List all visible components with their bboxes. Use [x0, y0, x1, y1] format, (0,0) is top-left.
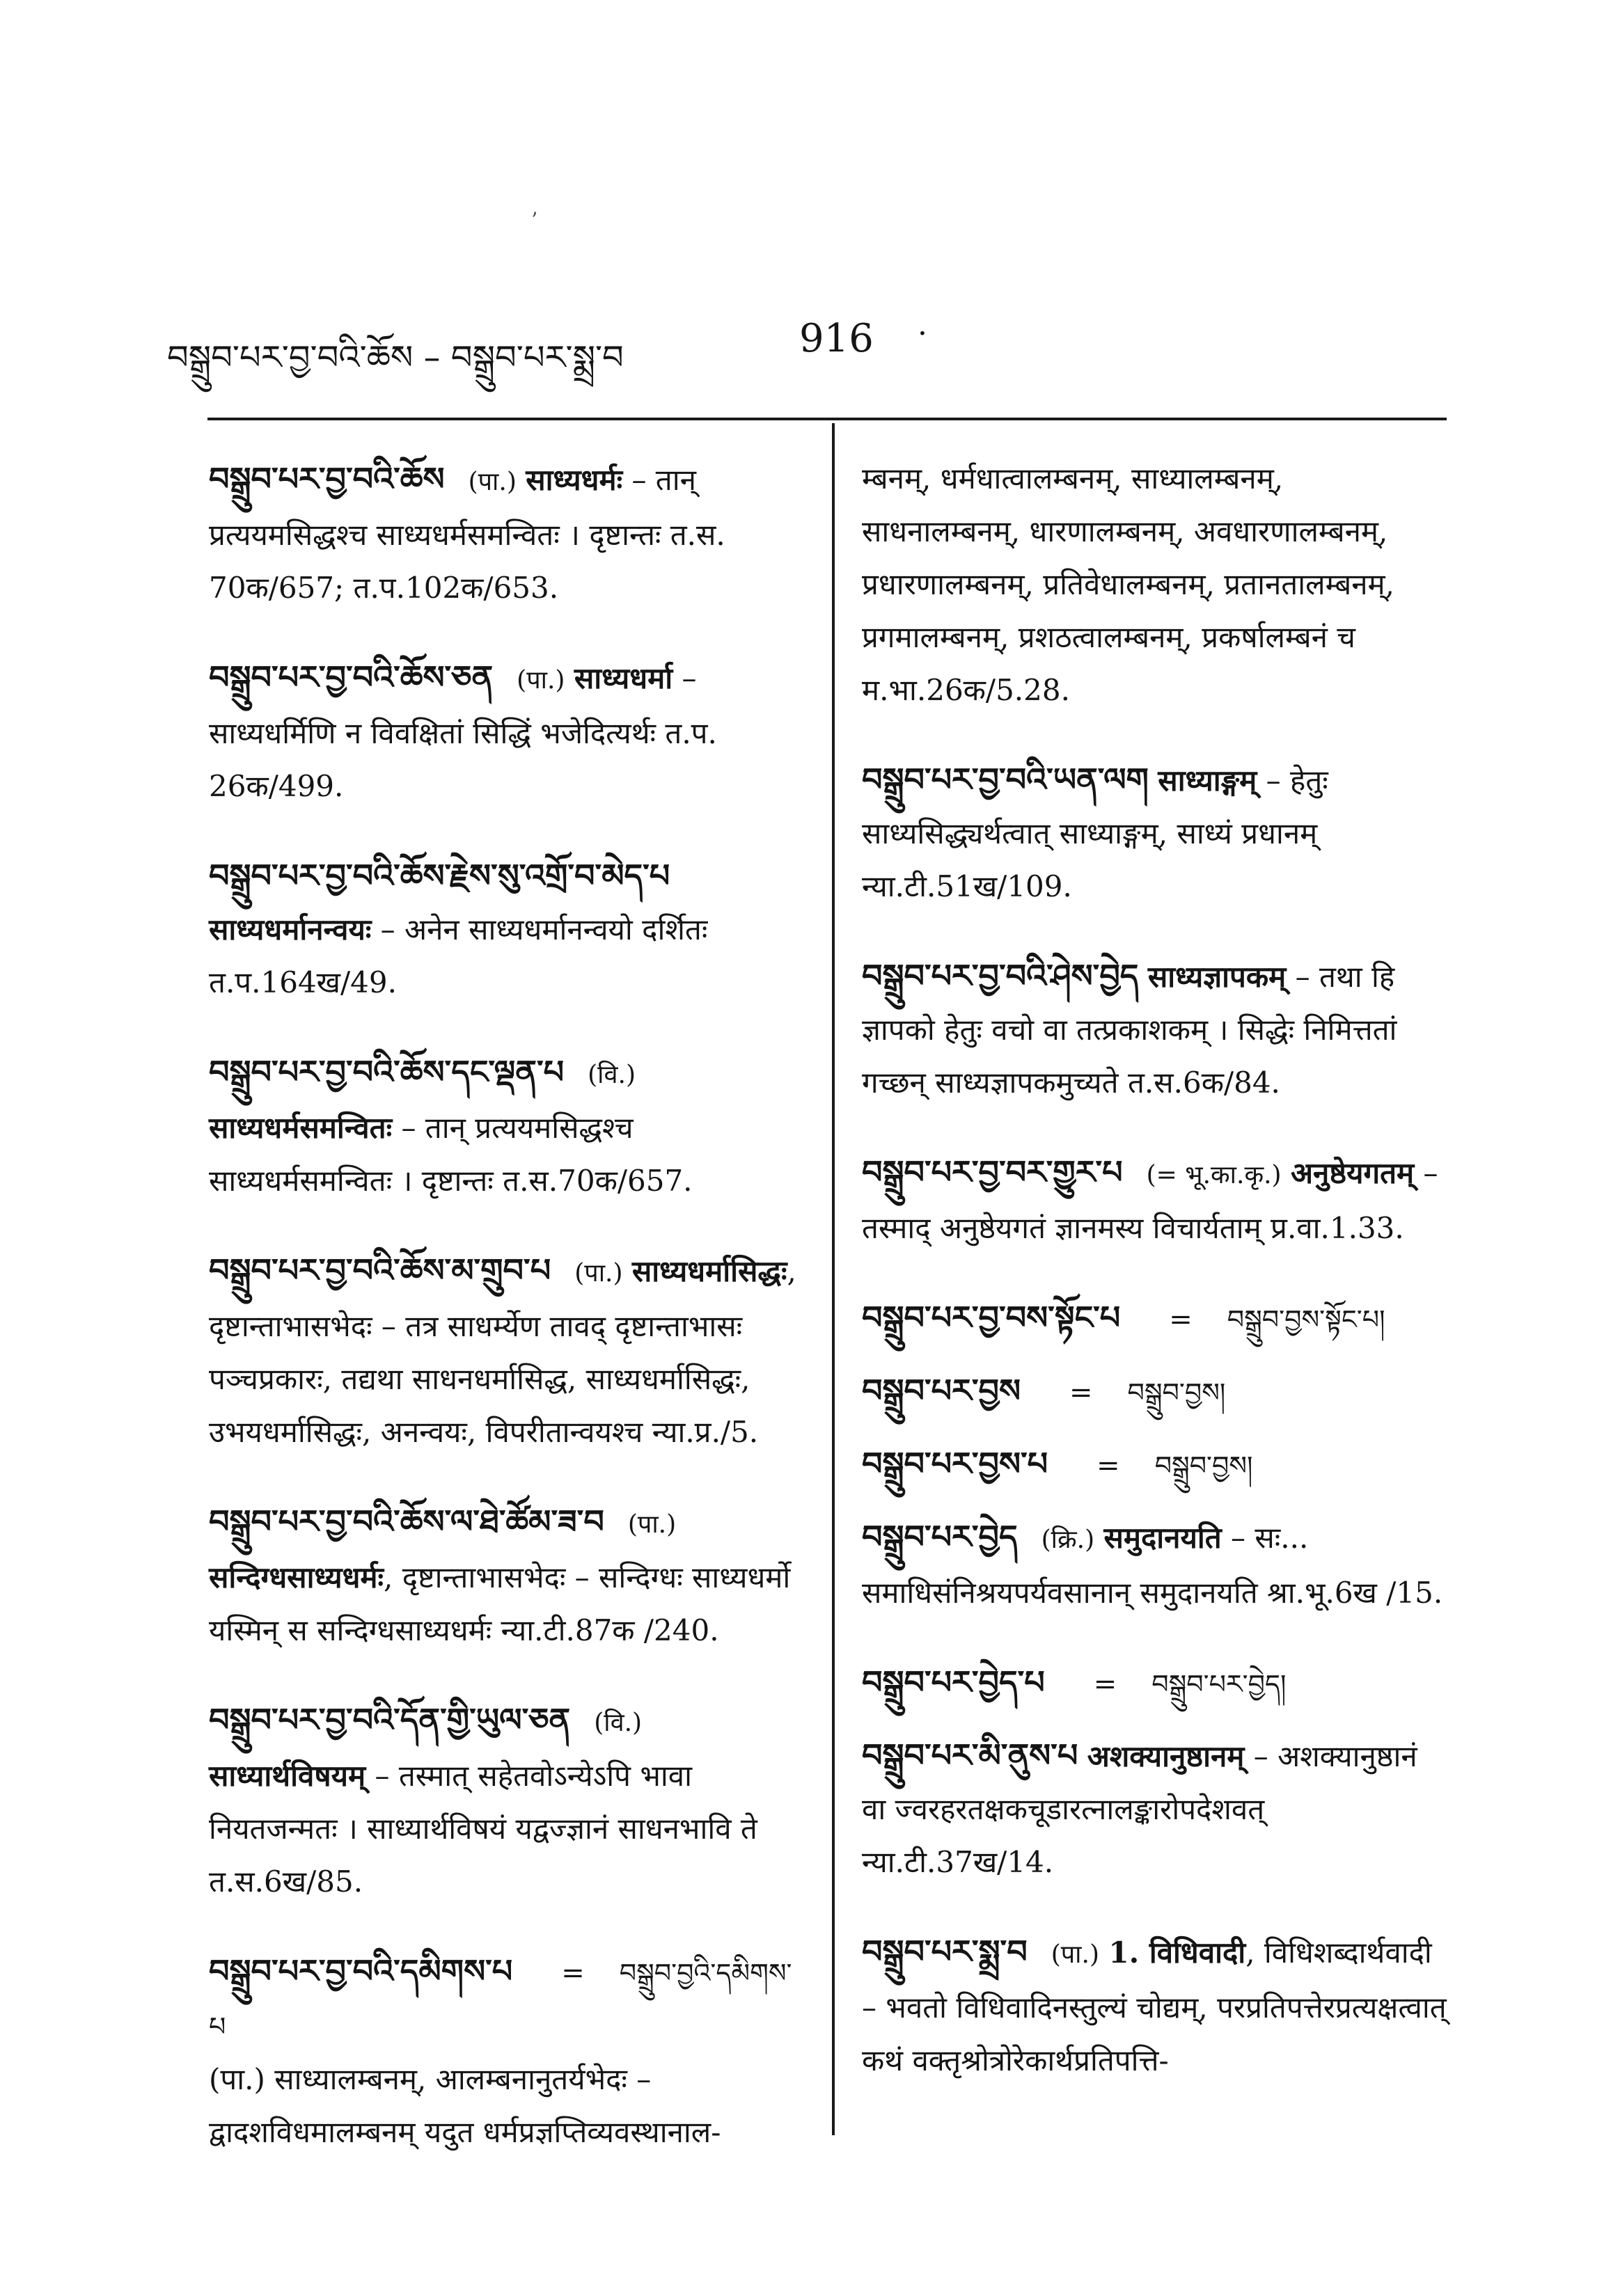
- entry-body: , विधिशब्दार्थवादी – भवतो विधिवादिनस्तुल्यं चोद्यम्, परप्रतिपत्तेरप्रत्यक्षत्वात् कथं वक्तृश्रोत्रोरेकार्थप्रतिपत्ति-: [862, 1935, 1447, 2077]
- equals-sign: =: [561, 1957, 585, 1989]
- grammar-tag: (पा.): [1051, 1940, 1099, 1969]
- tibetan-headword: བསྒྲུབ་པར་བྱས་པ: [862, 1445, 1048, 1482]
- cross-reference-entry: [862, 1291, 1447, 1346]
- cross-reference: བསྒྲུབ་བྱའི་དམིགས་པ: [209, 1958, 792, 2042]
- grammar-tag: (पा.): [627, 1510, 677, 1539]
- equals-sign: =: [1093, 1668, 1117, 1700]
- dictionary-entry: [862, 949, 1447, 1109]
- continued-entry: [862, 452, 1447, 717]
- entry-body: – तस्माद् अनुष्ठेयगतं ज्ञानमस्य विचार्यताम् प्र.वा.1.33.: [862, 1156, 1438, 1245]
- tibetan-headword: བསྒྲུབ་པར་བྱེད་པ: [862, 1663, 1045, 1701]
- cross-reference: བསྒྲུབ་བྱས་སྟོང་པ།: [1227, 1304, 1385, 1335]
- sanskrit-lemma: साध्यार्थविषयम्: [209, 1759, 366, 1793]
- left-column: [209, 452, 808, 2195]
- cross-reference-entry: [862, 1437, 1447, 1492]
- equals-sign: =: [1096, 1450, 1120, 1482]
- sanskrit-lemma: समुदानयति: [1103, 1521, 1222, 1555]
- tibetan-headword: བསྒྲུབ་པར་བྱ་བའི་ཆོས་དང་ལྡན་པ: [209, 1053, 565, 1091]
- sanskrit-lemma: साध्यधर्मः: [526, 463, 623, 497]
- grammar-tag: (= भू.का.कृ.): [1146, 1161, 1282, 1189]
- column-divider: [832, 423, 835, 2135]
- entry-body: – अनेन साध्यधर्मानन्वयो दर्शितः त.प.164ख/49.: [209, 912, 708, 999]
- header-dot: ·: [918, 316, 927, 351]
- tibetan-headword: བསྒྲུབ་པར་མི་ནུས་པ: [862, 1736, 1078, 1774]
- tibetan-headword: བསྒྲུབ་པར་བྱ་བས་སྟོང་པ: [862, 1299, 1121, 1336]
- dictionary-entry: [209, 452, 808, 615]
- tibetan-headword: བསྒྲུབ་པར་བྱ་བའི་དམིགས་པ: [209, 1952, 513, 1990]
- tibetan-headword: བསྒྲུབ་པར་བྱ་བའི་ཆོས་རྗེས་སུ་འགྲོ་བ་མེད་པ: [209, 857, 670, 894]
- running-head: བསྒྲུབ་པར་བྱ་བའི་ཆོས – བསྒྲུབ་པར་སྨྲ་བ: [167, 338, 624, 377]
- grammar-tag: (वि.): [594, 1709, 643, 1737]
- right-column: [862, 452, 1447, 2123]
- dictionary-entry: [209, 849, 808, 1009]
- entry-body: – तान् प्रत्ययमसिद्धश्च साध्यधर्मसमन्वितः । दृष्टान्तः त.स.70क/657.: [209, 1111, 693, 1198]
- grammar-tag: (पा.): [574, 1259, 623, 1288]
- grammar-tag: (पा.): [468, 468, 517, 496]
- sanskrit-lemma: साध्यधर्मसमन्वितः: [209, 1111, 393, 1145]
- sanskrit-lemma: अशक्यानुष्ठानम्: [1087, 1739, 1245, 1773]
- dictionary-entry: [862, 1510, 1447, 1620]
- tibetan-headword: བསྒྲུབ་པར་བྱ་བའི་ཤེས་བྱེད: [862, 957, 1139, 995]
- equals-sign: =: [1069, 1377, 1093, 1409]
- tibetan-headword: བསྒྲུབ་པར་བྱེད: [862, 1518, 1018, 1555]
- sanskrit-lemma: साध्यज्ञापकम्: [1147, 960, 1287, 994]
- tibetan-headword: བསྒྲུབ་པར་བྱ་བའི་ཆོས་ཅན: [209, 658, 494, 696]
- entry-body: म्बनम्, धर्मधात्वालम्बनम्, साध्यालम्बनम्, साधनालम्बनम्, धारणालम्बनम्, अवधारणालम्बनम्, प्रधारणालम्बनम्, प्रतिवेधालम्बनम्, प्रतानतालम्बनम्, प्रगमालम्बनम्, प्रशठत्वालम्बनम्, प्रकर्षालम्बनं च म.भा.26क/5.28.: [862, 461, 1395, 707]
- dictionary-entry: [862, 1925, 1447, 2087]
- tibetan-headword: བསྒྲུབ་པར་བྱ་བར་གྱུར་པ: [862, 1153, 1123, 1191]
- tibetan-headword: བསྒྲུབ་པར་བྱ་བའི་ཡན་ལག: [862, 761, 1149, 798]
- entry-body: – तस्मात् सहेतवोऽन्येऽपि भावा नियतजन्मतः । साध्यार्थविषयं यद्वज्ज्ञानं साधनभावि ते त.स.6ख/85.: [209, 1759, 757, 1899]
- grammar-tag: (वि.): [588, 1061, 636, 1089]
- dictionary-entry: [209, 1693, 808, 1908]
- entry-body: – तान् प्रत्ययमसिद्धश्च साध्यधर्मसमन्वितः । दृष्टान्तः त.स. 70क/657; त.प.102क/653.: [209, 463, 725, 605]
- grammar-tag: (पा.): [517, 666, 565, 695]
- sanskrit-lemma: साध्यधर्मानन्वयः: [209, 912, 372, 947]
- sanskrit-lemma: साध्यधर्मासिद्धः: [631, 1254, 787, 1288]
- entry-body: – सः... समाधिसंनिश्रयपर्यवसानान् समुदानयति श्रा.भू.6ख /15.: [862, 1521, 1443, 1610]
- dictionary-entry: [209, 651, 808, 813]
- dictionary-entry: [209, 1495, 808, 1657]
- tibetan-headword: བསྒྲུབ་པར་བྱ་བའི་དོན་གྱི་ཡུལ་ཅན: [209, 1701, 571, 1739]
- tibetan-headword: བསྒྲུབ་པར་བྱ་བའི་ཆོས་ལ་ཐེ་ཚོམ་ཟ་བ: [209, 1503, 604, 1540]
- entry-body: , दृष्टान्ताभासभेदः – सन्दिग्धः साध्यधर्मो यस्मिन् स सन्दिग्धसाध्यधर्मः न्या.टी.87क /240.: [209, 1560, 791, 1647]
- sanskrit-lemma: 1. विधिवादी: [1108, 1935, 1246, 1970]
- header-rule: [207, 418, 1447, 420]
- sanskrit-lemma: अनुष्ठेयगतम्: [1290, 1156, 1415, 1190]
- entry-body: – साध्यधर्मिणि न विवक्षितां सिद्धिं भजेदित्यर्थः त.प. 26क/499.: [209, 661, 717, 803]
- tibetan-headword: བསྒྲུབ་པར་བྱ་བའི་ཆོས་མ་གྲུབ་པ: [209, 1251, 551, 1289]
- sanskrit-lemma: सन्दिग्धसाध्यधर्मः: [209, 1560, 384, 1594]
- dictionary-entry: [209, 1244, 808, 1459]
- dictionary-entry: [862, 1146, 1447, 1255]
- page-header: [0, 306, 1620, 383]
- entry-body: – अशक्यानुष्ठानं वा ज्वरहरतक्षकचूडारत्नालङ्कारोपदेशवत् न्या.टी.37ख/14.: [862, 1739, 1417, 1879]
- cross-reference: བསྒྲུབ་པར་བྱེད།: [1151, 1669, 1287, 1700]
- stray-mark: ʼ: [530, 209, 537, 233]
- entry-body: – तथा हि ज्ञापको हेतुः वचो वा तत्प्रकाशकम् । सिद्धेः निमित्ततां गच्छन् साध्यज्ञापकमुच्यते त.स.6क/84.: [862, 960, 1397, 1100]
- tibetan-headword: བསྒྲུབ་པར་བྱ་བའི་ཆོས: [209, 460, 445, 498]
- entry-body: – हेतुः साध्यसिद्ध्यर्थत्वात् साध्याङ्गम्, साध्यं प्रधानम् न्या.टी.51ख/109.: [862, 763, 1328, 903]
- page-number: 916: [799, 316, 874, 361]
- dictionary-entry: [209, 1045, 808, 1208]
- cross-reference-entry: [862, 1364, 1447, 1419]
- cross-reference-entry: [862, 1656, 1447, 1711]
- dictionary-entry: [862, 1729, 1447, 1889]
- cross-reference: བསྒྲུབ་བྱས།: [1154, 1450, 1253, 1481]
- dictionary-entry: [862, 753, 1447, 913]
- equals-sign: =: [1169, 1304, 1193, 1336]
- sanskrit-lemma: साध्याङ्गम्: [1158, 763, 1257, 798]
- entry-body: (पा.) साध्यालम्बनम्, आलम्बनानुतर्यभेदः – द्वादशविधमालम्बनम् यदुत धर्मप्रज्ञप्तिव्यवस्थानाल-: [209, 2062, 721, 2149]
- entry-body: , दृष्टान्ताभासभेदः – तत्र साधर्म्येण तावद् दृष्टान्ताभासः पञ्चप्रकारः, तद्यथा साधनधर्मासिद्ध, साध्यधर्मासिद्धः, उभयधर्मासिद्धः, अनन्वयः, विपरीतान्वयश्च न्या.प्र./5.: [209, 1254, 796, 1449]
- dictionary-entry: [209, 1945, 808, 2159]
- sanskrit-lemma: साध्यधर्मा: [574, 661, 673, 695]
- tibetan-headword: བསྒྲུབ་པར་བྱས: [862, 1372, 1021, 1409]
- grammar-tag: (क्रि.): [1041, 1526, 1095, 1554]
- tibetan-headword: བསྒྲུབ་པར་སྨྲ་བ: [862, 1933, 1028, 1970]
- cross-reference: བསྒྲུབ་བྱས།: [1127, 1377, 1226, 1408]
